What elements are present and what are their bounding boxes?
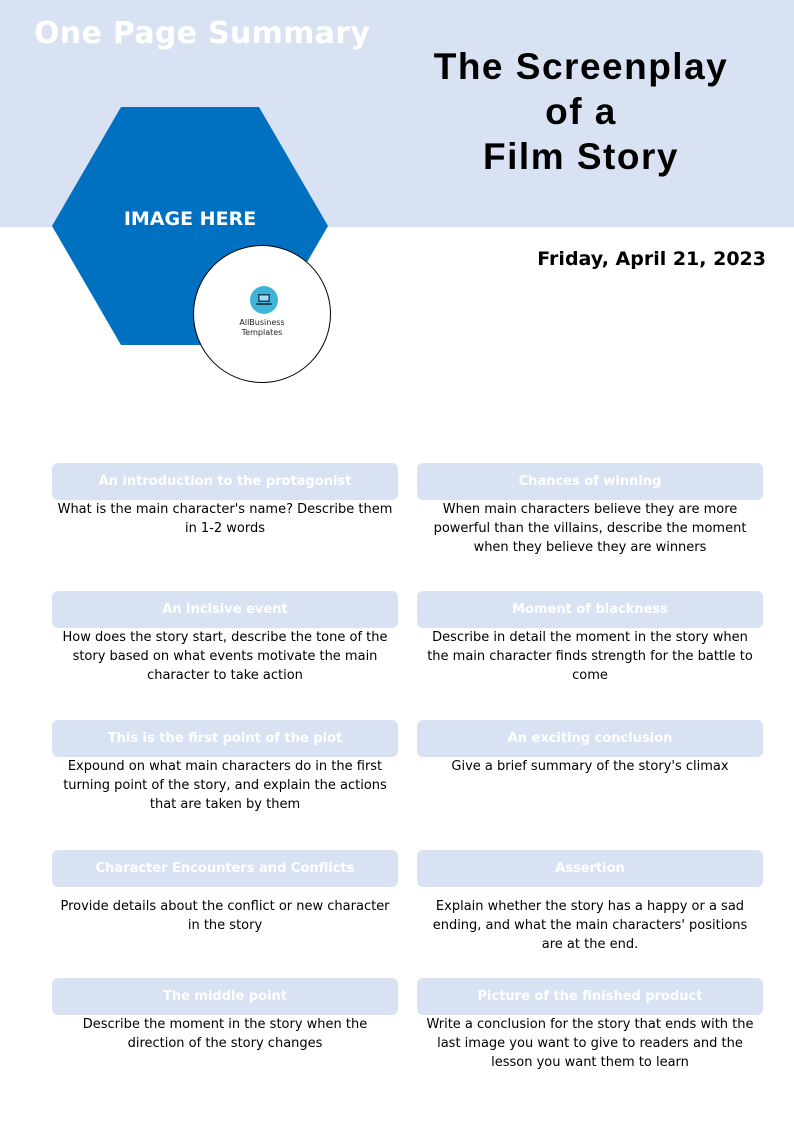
section-moment-of-blackness: [417, 591, 763, 685]
laptop-icon: [250, 286, 278, 314]
section-heading: An incisive event: [52, 591, 398, 628]
section-chances-of-winning: [417, 463, 763, 557]
document-date: Friday, April 21, 2023: [537, 248, 766, 270]
title-line-1: The Screenplay: [433, 46, 729, 87]
section-heading: Picture of the finished product: [417, 978, 763, 1015]
section-finished-product: [417, 978, 763, 1072]
section-body: Explain whether the story has a happy or a sad ending, and what the main characters' positions are at the end.: [432, 899, 748, 952]
section-heading: Chances of winning: [417, 463, 763, 500]
section-heading: An exciting conclusion: [417, 720, 763, 757]
section-heading: Assertion: [417, 850, 763, 887]
section-body: Write a conclusion for the story that ends with the last image you want to give to readers and the lesson you want them to learn: [426, 1017, 754, 1070]
section-body: What is the main character's name? Describe them in 1-2 words: [57, 502, 393, 536]
section-heading: Character Encounters and Conflicts: [52, 850, 398, 887]
logo-text: [194, 318, 330, 338]
section-protagonist: [52, 463, 398, 538]
section-body: Expound on what main characters do in the first turning point of the story, and explain the actions that are taken by them: [63, 759, 387, 812]
section-body: Provide details about the conflict or new character in the story: [60, 899, 390, 933]
section-incisive-event: [52, 591, 398, 685]
section-assertion: [417, 850, 763, 954]
section-heading: The middle point: [52, 978, 398, 1015]
logo-line-1: AllBusiness: [239, 318, 285, 327]
section-body: Describe in detail the moment in the story when the main character finds strength for the battle to come: [427, 630, 753, 683]
title-line-2: of a: [545, 91, 617, 132]
summary-label: One Page Summary: [34, 16, 371, 51]
section-heading: Moment of blackness: [417, 591, 763, 628]
section-body: When main characters believe they are more powerful than the villains, describe the moment when they believe they are winners: [433, 502, 747, 555]
image-placeholder-label: IMAGE HERE: [123, 208, 257, 230]
section-body: Describe the moment in the story when the direction of the story changes: [82, 1017, 368, 1051]
section-body: How does the story start, describe the tone of the story based on what events motivate the main character to take action: [62, 630, 388, 683]
title-line-3: Film Story: [483, 136, 679, 177]
section-body: Give a brief summary of the story's climax: [451, 759, 729, 774]
section-first-plot-point: [52, 720, 398, 814]
section-heading: An introduction to the protagonist: [52, 463, 398, 500]
section-middle-point: [52, 978, 398, 1053]
logo-line-2: Templates: [241, 328, 283, 337]
section-encounters-conflicts: [52, 850, 398, 935]
document-title: [400, 44, 762, 179]
section-exciting-conclusion: [417, 720, 763, 776]
section-heading: This is the first point of the plot: [52, 720, 398, 757]
logo-badge: [193, 245, 331, 383]
